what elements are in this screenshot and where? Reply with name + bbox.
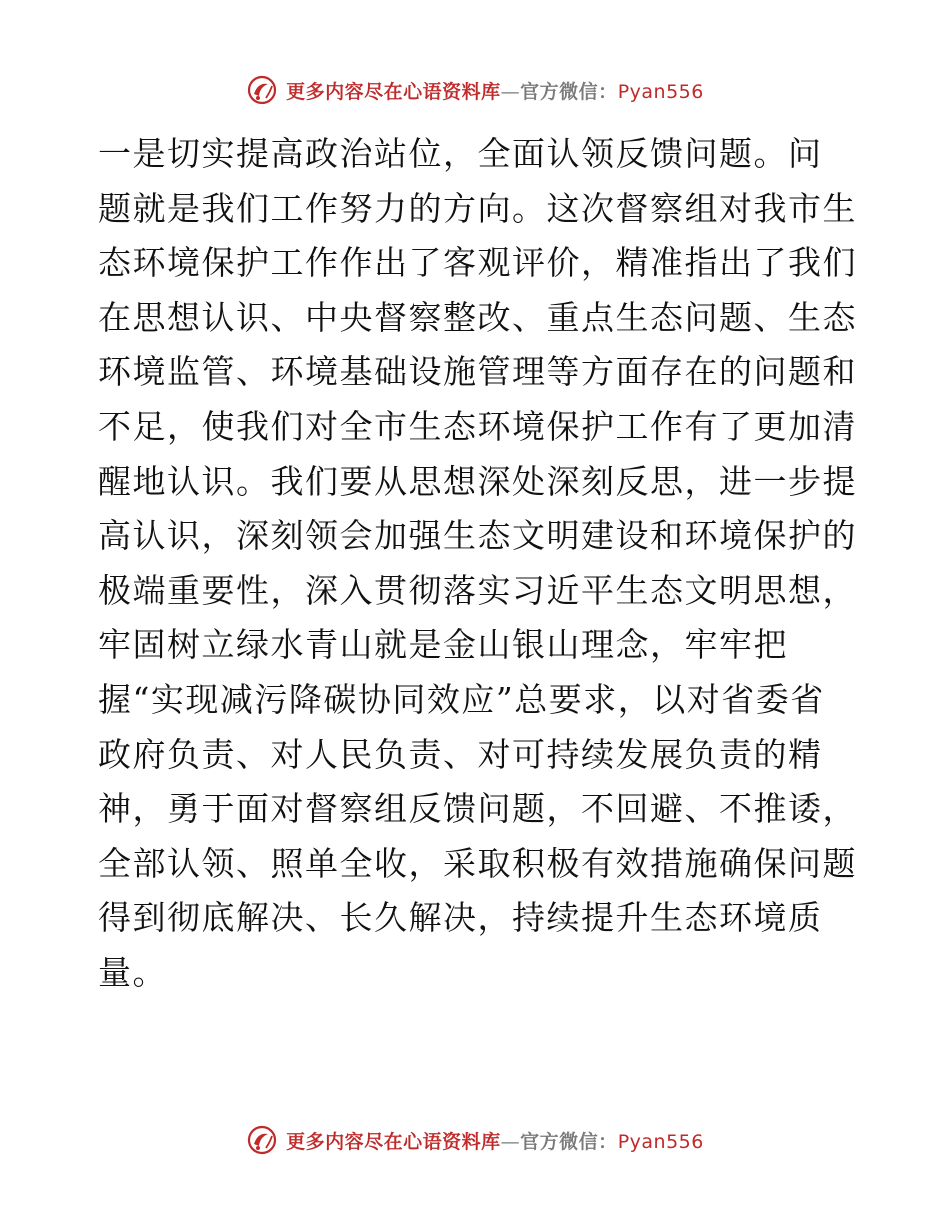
swirl-logo-icon	[246, 1124, 278, 1156]
banner-text	[286, 1127, 704, 1154]
swirl-logo-icon	[246, 74, 278, 106]
paragraph-line: 醒地认识。我们要从思想深处深刻反思，进一步提	[98, 461, 857, 501]
paragraph-line: 环境监管、环境基础设施管理等方面存在的问题和	[98, 352, 857, 392]
banner-text	[286, 77, 704, 104]
paragraph-line: 一是切实提高政治站位，全面认领反馈问题。问	[98, 134, 823, 173]
paragraph-line: 全部认领、照单全收，采取积极有效措施确保问题	[98, 843, 857, 883]
footer-banner	[0, 1120, 950, 1160]
paragraph-line: 不足，使我们对全市生态环境保护工作有了更加清	[98, 406, 857, 446]
paragraph-line: 在思想认识、中央督察整改、重点生态问题、生态	[98, 297, 857, 337]
paragraph-line: 量。	[98, 952, 167, 992]
paragraph-line: 握“实现减污降碳协同效应”总要求，以对省委省	[98, 679, 825, 719]
paragraph-line: 态环境保护工作作出了客观评价，精准指出了我们	[98, 243, 857, 283]
paragraph-line: 题就是我们工作努力的方向。这次督察组对我市生	[98, 188, 857, 228]
paragraph-line: 牢固树立绿水青山就是金山银山理念，牢牢把	[98, 625, 788, 665]
banner-wechat-label: 官方微信：	[520, 1130, 618, 1153]
paragraph-line: 神，勇于面对督察组反馈问题，不回避、不推诿，	[98, 789, 857, 829]
body-paragraph	[98, 127, 858, 1001]
paragraph-line: 高认识，深刻领会加强生态文明建设和环境保护的	[98, 516, 857, 556]
banner-dash: —	[500, 80, 521, 103]
paragraph-line: 极端重要性，深入贯彻落实习近平生态文明思想，	[98, 570, 857, 610]
header-banner	[0, 70, 950, 110]
banner-dash: —	[500, 1130, 521, 1153]
banner-wechat-label: 官方微信：	[520, 80, 618, 103]
banner-library-text: 更多内容尽在心语资料库	[286, 1130, 501, 1153]
paragraph-line: 得到彻底解决、长久解决，持续提升生态环境质	[98, 898, 823, 938]
paragraph-line: 政府负责、对人民负责、对可持续发展负责的精	[98, 734, 823, 774]
banner-wechat-id: Pyan556	[617, 1130, 704, 1153]
banner-library-text: 更多内容尽在心语资料库	[286, 80, 501, 103]
banner-wechat-id: Pyan556	[617, 80, 704, 103]
